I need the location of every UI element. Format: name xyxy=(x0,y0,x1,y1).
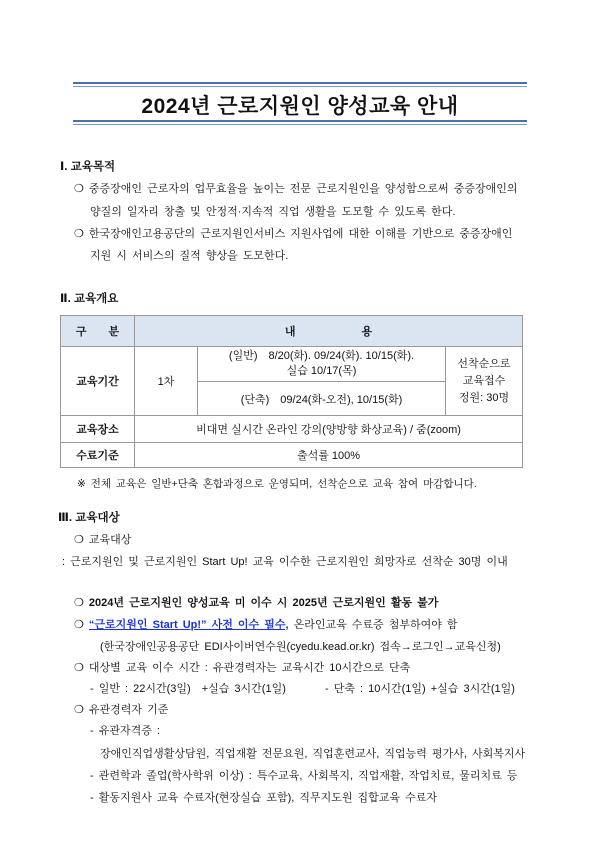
s3-line: - 관련학과 졸업(학사학위 이상) : 특수교육, 사회복지, 직업재활, 작업치료, 물리치료 등 xyxy=(90,770,518,782)
s1-line: ❍ 중증장애인 근로자의 업무효율을 높이는 전문 근로지원인을 양성함으로써 중증장애인의 xyxy=(74,183,518,195)
location-value: 비대면 실시간 온라인 강의(양방향 화상교육) / 줌(zoom) xyxy=(135,416,523,443)
section-2-heading: Ⅱ. 교육개요 xyxy=(60,293,119,305)
location-label: 교육장소 xyxy=(61,416,135,443)
general-dates: (일반) 8/20(화). 09/24(화). 10/15(화). xyxy=(228,350,415,362)
period-label: 교육기간 xyxy=(61,347,135,416)
general-schedule xyxy=(198,347,446,382)
s3-line: 장애인직업생활상담원, 직업재활 전문요원, 직업훈련교사, 직업능력 평가사, 사회복지사 xyxy=(100,748,526,760)
short-schedule: (단축) 09/24(화-오전), 10/15(화) xyxy=(198,382,446,416)
s3-warning: ❍ 2024년 근로지원인 양성교육 미 이수 시 2025년 근로지원인 활동 불가 xyxy=(74,597,439,609)
overview-table xyxy=(60,315,523,468)
s3-line: : 근로지원인 및 근로지원인 Start Up! 교육 이수한 근로지원인 희망자로 선착순 30명 이내 xyxy=(62,556,508,568)
prereq-text: 온라인교육 수료증 첨부하여야 함 xyxy=(288,619,458,631)
section-3-heading: Ⅲ. 교육대상 xyxy=(58,512,120,524)
note-line: 교육접수 xyxy=(462,374,506,387)
s3-line: - 활동지원사 교육 수료자(현장실습 포함), 직무지도원 집합교육 수료자 xyxy=(90,792,437,804)
s3-line: ❍ 교육대상 xyxy=(74,534,132,546)
enrollment-note xyxy=(446,347,523,416)
note-line: 정원: 30명 xyxy=(458,391,510,404)
s3-prerequisite xyxy=(74,616,458,632)
s1-line: 양질의 일자리 창출 및 안정적·지속적 직업 생활을 도모할 수 있도록 한다. xyxy=(90,206,456,218)
note-line: 선착순으로 xyxy=(457,357,511,370)
s3-line: ❍ 대상별 교육 이수 시간 : 유관경력자는 교육시간 10시간으로 단축 xyxy=(74,662,411,674)
round: 1차 xyxy=(135,347,198,416)
s3-line: (한국장애인공용공단 EDI사이버연수원(cyedu.kead.or.kr) 접속→로그인→교육신청) xyxy=(100,641,501,653)
s3-line: - 단축 : 10시간(1일) +실습 3시간(1일) xyxy=(325,683,515,695)
table-note: ※ 전체 교육은 일반+단축 혼합과정으로 운영되며, 선착순으로 교육 참여 마감합니다. xyxy=(77,478,477,490)
title-bottom-rule xyxy=(73,120,527,125)
page-title: 2024년 근로지원인 양성교육 안내 xyxy=(141,95,459,118)
section-1-heading: Ⅰ. 교육목적 xyxy=(60,161,116,173)
startup-link[interactable]: “근로지원인 Start Up!” 사전 이수 필수, xyxy=(88,619,289,631)
s3-line: - 일반 : 22시간(3일) +실습 3시간(1일) xyxy=(90,683,286,695)
completion-label: 수료기준 xyxy=(61,443,135,468)
s1-line: 지원 시 서비스의 질적 향상을 도모한다. xyxy=(90,250,289,262)
s3-line: - 유관자격증 : xyxy=(90,725,160,737)
bullet: ❍ xyxy=(74,619,89,631)
s1-line: ❍ 한국장애인고용공단의 근로지원인서비스 지원사업에 대한 이해를 기반으로 중증장애인 xyxy=(74,228,513,240)
title-top-rule xyxy=(73,82,527,87)
header-content: 내 용 xyxy=(135,316,523,347)
practice-date: 실습 10/17(목) xyxy=(286,365,357,377)
s3-line: ❍ 유관경력자 기준 xyxy=(74,704,169,716)
completion-value: 출석률 100% xyxy=(135,443,523,468)
header-category: 구 분 xyxy=(61,316,135,347)
